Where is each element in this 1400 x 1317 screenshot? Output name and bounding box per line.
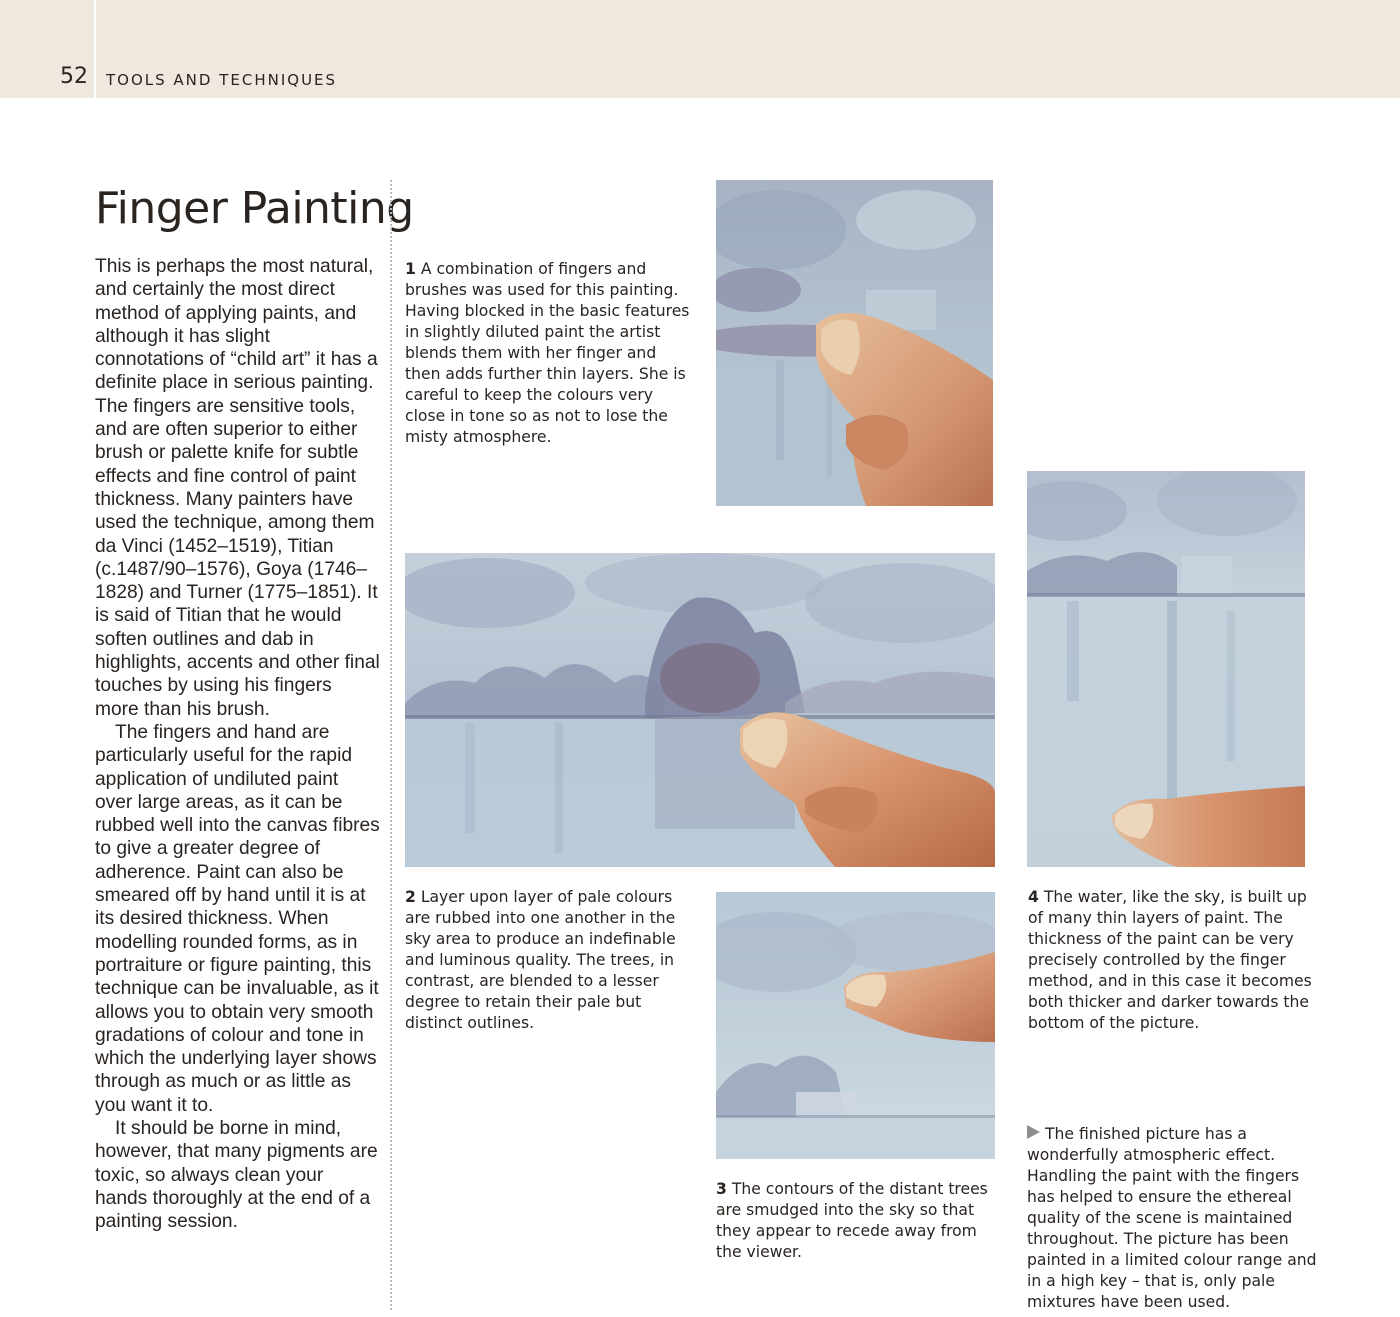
right-triangle-icon [1027, 1125, 1040, 1139]
caption-step-1 [405, 259, 695, 448]
step-number: 2 [405, 888, 416, 906]
caption-text: Layer upon layer of pale colours are rubbed into one another in the sky area to produce an indefinable and luminous quality. The trees, in contrast, are blended to a lesser degree to retain their pale but distinct outlines. [405, 888, 676, 1032]
body-paragraph: It should be borne in mind, however, that many pigments are toxic, so always clean your hands thoroughly at the end of a painting session. [95, 1117, 378, 1233]
step-number: 3 [716, 1180, 727, 1198]
step-number: 1 [405, 260, 416, 278]
caption-text: The contours of the distant trees are smudged into the sky so that they appear to recede away from the viewer. [716, 1180, 988, 1261]
page-number: 52 [60, 64, 88, 89]
photo-step-4 [1027, 471, 1305, 867]
caption-text: A combination of fingers and brushes was used for this painting. Having blocked in the basic features in slightly diluted paint the artist blends them with her finger and then adds further thin layers. She is careful to keep the colours very close in tone so as not to lose the misty atmosphere. [405, 260, 690, 446]
photo-step-1 [716, 180, 993, 506]
caption-step-4 [1028, 887, 1318, 1034]
body-paragraph: This is perhaps the most natural, and certainly the most direct method of applying paints, and although it has slight connotations of “child art” it has a definite place in serious painting. The fingers are sensitive tools, and are often superior to either brush or palette knife for subtle effects and fine control of paint thickness. Many painters have used the technique, among them da Vinci (1452–1519), Titian (c.1487/90–1576), Goya (1746–1828) and Turner (1775–1851). It is said of Titian that he would soften outlines and dab in highlights, accents and other final touches by using his fingers more than his brush. [95, 256, 380, 720]
caption-text: The finished picture has a wonderfully atmospheric effect. Handling the paint with the fingers has helped to ensure the ethereal quality of the scene is maintained throughout. The picture has been painted in a limited colour range and in a high key – that is, only pale mixtures have been used. [1027, 1125, 1317, 1311]
caption-text: The water, like the sky, is built up of many thin layers of paint. The thickness of the paint can be very precisely controlled by the finger method, and in this case it becomes both thicker and darker towards the bottom of the picture. [1028, 888, 1312, 1032]
body-paragraph: The fingers and hand are particularly useful for the rapid application of undiluted paint over large areas, as it can be rubbed well into the canvas fibres to give a greater degree of adherence. Paint can also be smeared off by hand until it is at its desired thickness. When modelling rounded forms, as in portraiture or figure painting, this technique can be invaluable, as it allows you to obtain very smooth gradations of colour and tone in which the underlying layer shows through as much or as little as you want it to. [95, 721, 380, 1116]
step-number: 4 [1028, 888, 1039, 906]
caption-step-2 [405, 887, 695, 1034]
header-divider [94, 0, 96, 98]
caption-finished [1027, 1124, 1317, 1313]
section-title: TOOLS AND TECHNIQUES [106, 71, 338, 89]
photo-step-3 [716, 892, 995, 1159]
column-divider [390, 180, 392, 1310]
article-body [95, 255, 380, 1233]
article-title: Finger Painting [95, 183, 414, 234]
caption-step-3 [716, 1179, 1006, 1263]
photo-step-2 [405, 553, 995, 867]
